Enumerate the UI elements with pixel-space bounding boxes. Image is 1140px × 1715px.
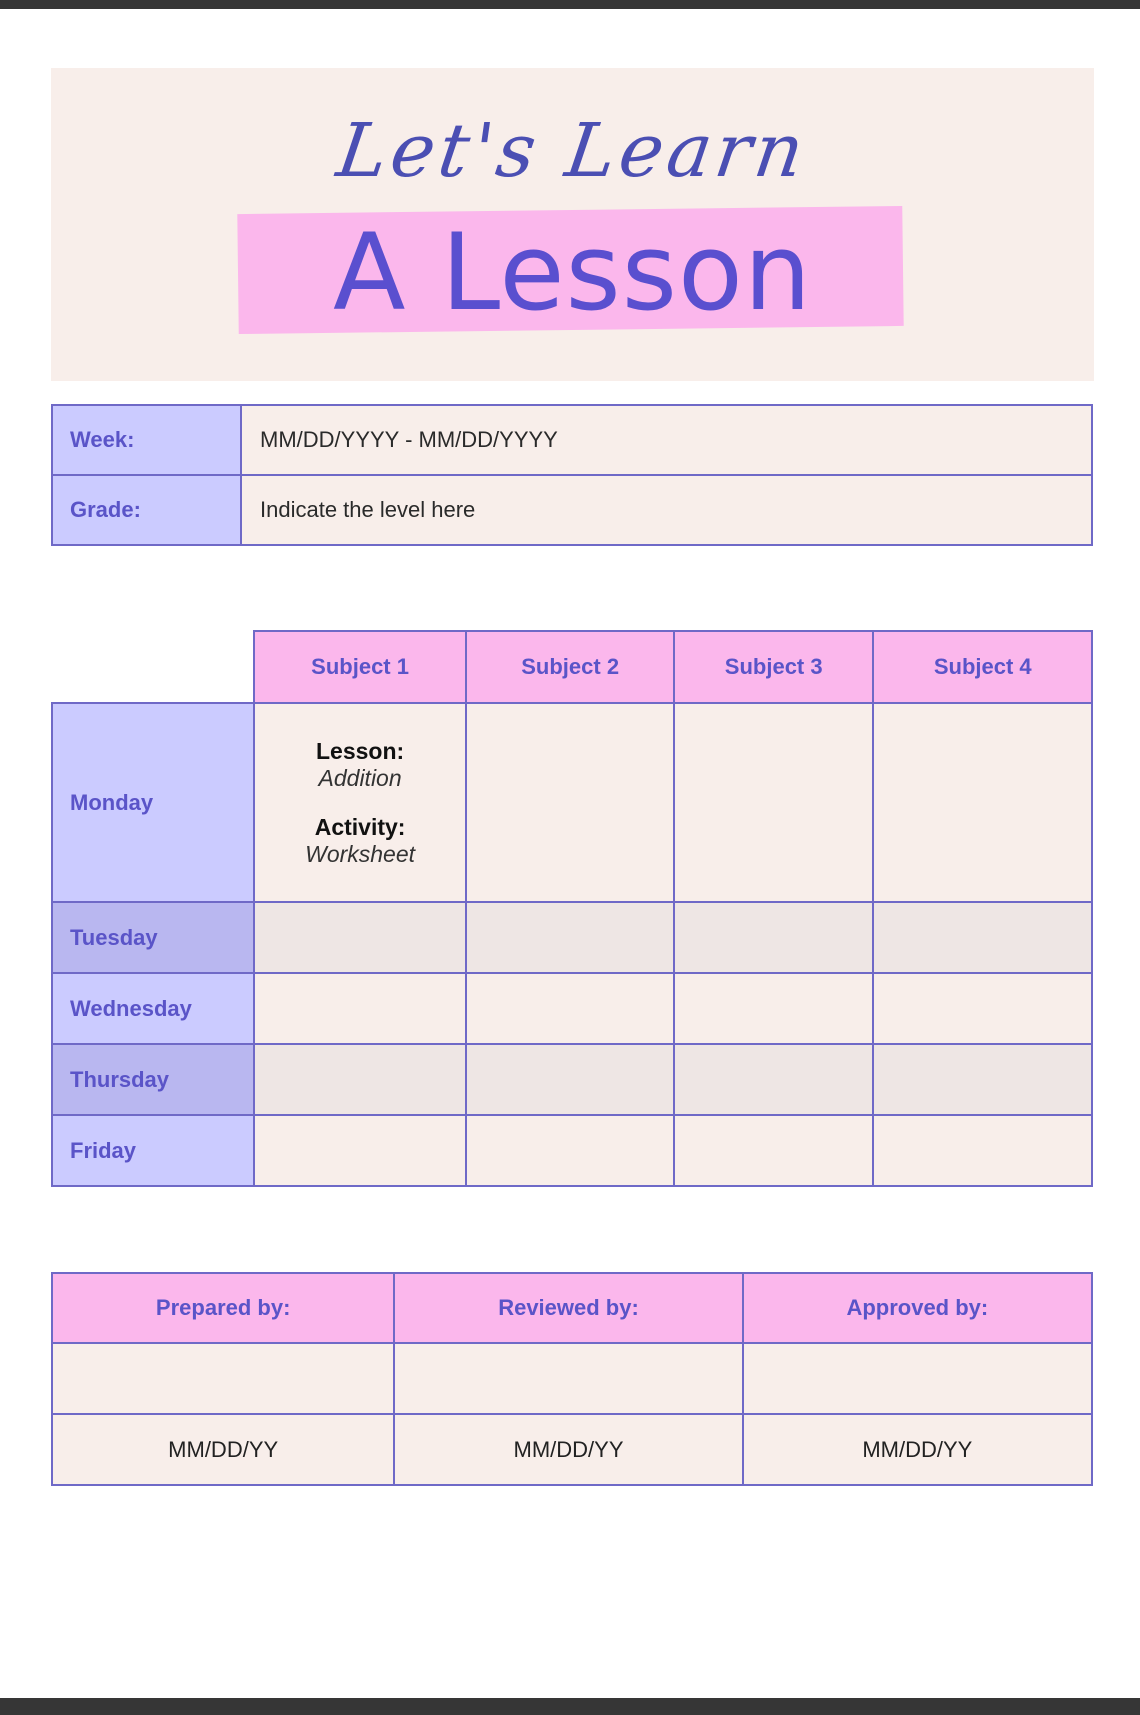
activity-label: Activity: — [314, 813, 406, 840]
schedule-cell[interactable] — [674, 973, 874, 1044]
day-row-friday — [52, 1115, 1092, 1186]
schedule-cell[interactable] — [674, 1044, 874, 1115]
day-label: Wednesday — [52, 973, 254, 1044]
day-row-wednesday — [52, 973, 1092, 1044]
reviewed-by-header: Reviewed by: — [394, 1273, 742, 1343]
schedule-cell[interactable] — [674, 703, 874, 902]
day-row-monday — [52, 703, 1092, 902]
schedule-cell[interactable] — [466, 1115, 674, 1186]
signoff-table — [51, 1272, 1093, 1486]
day-row-thursday — [52, 1044, 1092, 1115]
schedule-cell[interactable] — [674, 902, 874, 973]
schedule-cell[interactable] — [674, 1115, 874, 1186]
schedule-cell[interactable] — [254, 902, 467, 973]
prepared-by-signature[interactable] — [52, 1343, 394, 1414]
prepared-by-date[interactable]: MM/DD/YY — [52, 1414, 394, 1485]
reviewed-by-date[interactable]: MM/DD/YY — [394, 1414, 742, 1485]
subject-header: Subject 1 — [254, 631, 467, 703]
schedule-corner — [52, 631, 254, 703]
week-label: Week: — [52, 405, 241, 475]
title-banner — [51, 68, 1094, 381]
schedule-cell[interactable] — [873, 1044, 1092, 1115]
schedule-cell[interactable] — [254, 973, 467, 1044]
schedule-cell[interactable] — [254, 1115, 467, 1186]
lesson-label: Lesson: — [315, 737, 405, 764]
week-value[interactable]: MM/DD/YYYY - MM/DD/YYYY — [241, 405, 1092, 475]
info-row-grade — [52, 475, 1092, 545]
lesson-value: Addition — [318, 764, 402, 791]
schedule-cell[interactable] — [466, 1044, 674, 1115]
prepared-by-header: Prepared by: — [52, 1273, 394, 1343]
approved-by-header: Approved by: — [743, 1273, 1092, 1343]
activity-value: Worksheet — [305, 840, 416, 867]
lesson-entry — [255, 738, 466, 868]
day-label: Thursday — [52, 1044, 254, 1115]
day-label: Friday — [52, 1115, 254, 1186]
info-row-week — [52, 405, 1092, 475]
info-table — [51, 404, 1093, 546]
schedule-table — [51, 630, 1093, 1187]
schedule-cell[interactable] — [466, 973, 674, 1044]
day-row-tuesday — [52, 902, 1092, 973]
subject-header: Subject 2 — [466, 631, 674, 703]
approved-by-signature[interactable] — [743, 1343, 1092, 1414]
subject-header: Subject 3 — [674, 631, 874, 703]
schedule-cell[interactable] — [254, 703, 467, 902]
day-label: Tuesday — [52, 902, 254, 973]
subject-header: Subject 4 — [873, 631, 1092, 703]
main-title: A Lesson — [332, 211, 813, 334]
schedule-cell[interactable] — [873, 703, 1092, 902]
grade-label: Grade: — [52, 475, 241, 545]
grade-value[interactable]: Indicate the level here — [241, 475, 1092, 545]
top-frame-bar — [0, 0, 1140, 9]
day-label: Monday — [52, 703, 254, 902]
reviewed-by-signature[interactable] — [394, 1343, 742, 1414]
schedule-cell[interactable] — [254, 1044, 467, 1115]
schedule-cell[interactable] — [873, 1115, 1092, 1186]
schedule-cell[interactable] — [873, 902, 1092, 973]
schedule-cell[interactable] — [466, 703, 674, 902]
schedule-cell[interactable] — [466, 902, 674, 973]
script-title: Let's Learn — [332, 108, 813, 194]
approved-by-date[interactable]: MM/DD/YY — [743, 1414, 1092, 1485]
schedule-cell[interactable] — [873, 973, 1092, 1044]
bottom-frame-bar — [0, 1698, 1140, 1715]
